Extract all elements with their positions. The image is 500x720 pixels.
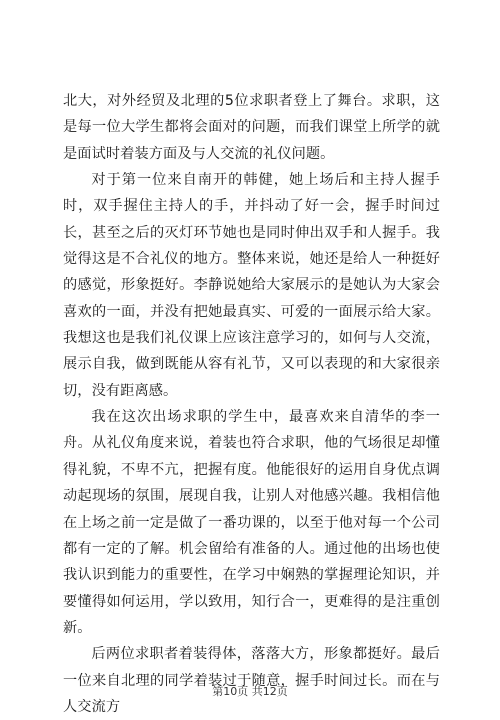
- body-text: [63, 88, 440, 720]
- paragraph-3: 我在这次出场求职的学生中，最喜欢来自清华的李一舟。从礼仪角度来说，着装也符合求职，他的气场很足却懂得礼貌，不卑不亢，把握有度。他能很好的运用自身优点调动起现场的氛围，展现自我，让别人对他感兴趣。我相信他在上场之前一定是做了一番功课的，以至于他对每一个公司都有一定的了解。机会留给有准备的人。通过他的出场也使我认识到能力的重要性，在学习中娴熟的掌握理论知识，并要懂得如何运用，学以致用，知行合一，更难得的是注重创新。: [63, 409, 440, 636]
- paragraph-4: 后两位求职者着装得体，落落大方，形象都挺好。最后一位来自北理的同学着装过于随意，握手时间过长。而在与人交流方: [63, 646, 440, 715]
- paragraph-2: 对于第一位来自南开的韩健，她上场后和主持人握手时，双手握住主持人的手，并抖动了好一会，握手时间过长，甚至之后的灭灯环节她也是同时伸出双手和人握手。我觉得这是不合礼仪的地方。整体来说，她还是给人一种挺好的感觉，形象挺好。李静说她给大家展示的是她认为大家会喜欢的一面，并没有把她最真实、可爱的一面展示给大家。我想这也是我们礼仪课上应该注意学习的，如何与人交流，展示自我，做到既能从容有礼节，又可以表现的和大家很亲切，没有距离感。: [63, 172, 440, 399]
- paragraph-1: 北大，对外经贸及北理的5位求职者登上了舞台。求职，这是每一位大学生都将会面对的问题，而我们课堂上所学的就是面试时着装方面及与人交流的礼仪问题。: [63, 93, 440, 162]
- page-number-footer: 第10页 共12页: [212, 685, 288, 698]
